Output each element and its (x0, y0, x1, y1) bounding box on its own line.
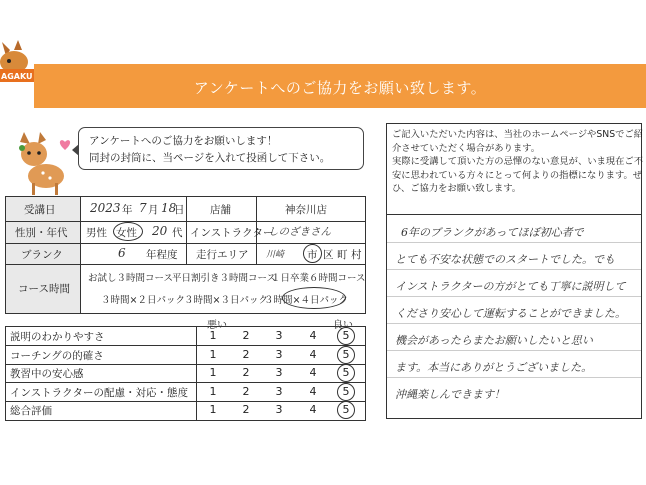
shop-value: 神奈川店 (285, 204, 327, 216)
date-day-value: 18 (161, 201, 177, 215)
rating-selected-circle (337, 383, 355, 401)
rating-row (6, 383, 365, 401)
rating-row (6, 346, 365, 364)
banner-title: アンケートへのご協力をお願い致します。 (193, 79, 487, 97)
rating-option-3: 3 (275, 348, 283, 361)
course-2day-option: ３時間×２日パック (101, 295, 185, 306)
rating-item-label: インストラクターの配慮・対応・態度 (10, 387, 188, 399)
comment-header-line: 実際に受講して頂いた方の忌憚のない意見が、いま現在ご不 (392, 156, 644, 167)
city-selected-circle (303, 244, 322, 263)
rating-row (6, 401, 365, 419)
course-trial-option: お試し３時間コース (88, 273, 174, 284)
blank-unit: 年程度 (146, 249, 178, 261)
age-unit: 代 (172, 227, 183, 239)
instructor-value: しのざきさん (268, 226, 331, 238)
area-label: 走行エリア (196, 249, 249, 261)
area-unit-ward: 区 (323, 249, 334, 261)
rating-row (6, 327, 365, 345)
course-weekday-option: 平日割引き３時間コース (172, 273, 277, 284)
rating-option-1: 1 (209, 348, 217, 361)
rating-option-1: 1 (209, 329, 217, 342)
course-oneday-option: １日卒業６時間コース (271, 273, 366, 284)
rating-good-label: 良い (333, 320, 353, 331)
rating-option-3: 3 (275, 385, 283, 398)
rating-item-label: 説明のわかりやすさ (10, 331, 105, 343)
comment-header (392, 128, 643, 196)
comment-header-line: 介させていただく場合があります。 (392, 142, 541, 154)
rating-option-5: 5 (342, 366, 350, 379)
gender-female-option: 女性 (116, 227, 137, 239)
course-selected-circle (282, 287, 346, 309)
shop-label: 店舗 (210, 204, 231, 216)
rating-option-2: 2 (242, 366, 250, 379)
rating-item-label: コーチングの的確さ (10, 350, 104, 362)
comment-handwritten-line: 6年のブランクがあってほぼ初心者で (401, 226, 584, 239)
rating-table (5, 326, 366, 421)
gender-male-option: 男性 (86, 227, 107, 239)
gender-age-label: 性別・年代 (15, 227, 68, 239)
blank-label: ブランク (21, 249, 63, 261)
area-unit-town: 町 (337, 249, 348, 261)
rating-option-2: 2 (242, 348, 250, 361)
rating-option-4: 4 (309, 385, 317, 398)
bubble-line-2: 同封の封筒に、当ページを入れて投函して下さい。 (89, 152, 331, 164)
rating-option-3: 3 (275, 366, 283, 379)
date-label: 受講日 (24, 204, 56, 216)
comment-header-line: 安に思われている方々にとって何よりの指標になります。ぜ (392, 169, 643, 181)
area-unit-village: 村 (351, 249, 362, 261)
rating-selected-circle (337, 401, 355, 419)
survey-info-form (5, 196, 366, 314)
course-4day-option: ３時間×４日パック (264, 295, 348, 306)
female-selected-circle (113, 222, 143, 241)
bubble-line-1: アンケートへのご協力をお願いします！ (89, 135, 278, 147)
instruction-bubble (78, 127, 364, 170)
comment-handwritten-line: くださり安心して運転することができました。 (395, 307, 626, 320)
rating-option-4: 4 (309, 329, 317, 342)
date-month-value: 7 (139, 201, 147, 215)
comment-handwritten-line: インストラクターの方がとても丁寧に説明して (395, 280, 626, 293)
rating-option-1: 1 (209, 366, 217, 379)
comment-handwritten-line: とても不安な状態でのスタートでした。でも (395, 253, 615, 266)
rating-option-5: 5 (342, 329, 350, 342)
comment-handwritten-line: ます。本当にありがとうございました。 (395, 361, 593, 374)
rating-option-4: 4 (309, 366, 317, 379)
header-banner (34, 64, 646, 108)
rating-option-2: 2 (242, 329, 250, 342)
comment-handwritten-line: 機会があったらまたお願いしたいと思い (395, 334, 593, 347)
rating-option-5: 5 (342, 348, 350, 361)
area-value: 川崎 (266, 250, 285, 260)
date-day-unit: 日 (174, 204, 185, 216)
rating-item-label: 教習中の安心感 (10, 368, 84, 380)
rating-option-1: 1 (209, 385, 217, 398)
instructor-label: インストラクター (190, 227, 274, 239)
date-year-value: 2023 (90, 201, 121, 215)
course-3day-option: ３時間×３日パック (184, 295, 268, 306)
rating-option-1: 1 (209, 403, 217, 416)
blank-value: 6 (118, 246, 126, 260)
course-label: コース時間 (18, 283, 70, 295)
rating-item-label: 総合評価 (10, 405, 52, 417)
rating-selected-circle (337, 327, 355, 345)
deer-mascot-image (10, 128, 80, 196)
date-year-unit: 年 (122, 204, 133, 216)
rating-option-3: 3 (275, 329, 283, 342)
rating-option-5: 5 (342, 385, 350, 398)
date-month-unit: 月 (148, 204, 159, 216)
rating-option-4: 4 (309, 403, 317, 416)
rating-bad-label: 悪い (207, 320, 227, 331)
rating-option-3: 3 (275, 403, 283, 416)
rating-option-4: 4 (309, 348, 317, 361)
comment-box (386, 123, 642, 419)
comment-header-line: ご記入いただいた内容は、当社のホームページやSNSでご紹 (392, 129, 643, 140)
rating-option-2: 2 (242, 403, 250, 416)
comment-handwritten-line: 沖縄楽しんできます！ (395, 388, 505, 401)
comment-header-line: ひ、ご協力をお願い致します。 (392, 183, 522, 194)
rating-selected-circle (337, 364, 355, 382)
logo-text: AGAKU (1, 72, 33, 81)
rating-selected-circle (337, 346, 355, 364)
area-unit-city: 市 (307, 249, 318, 261)
age-value: 20 (152, 224, 168, 238)
rating-row (6, 364, 365, 382)
rating-option-5: 5 (342, 403, 350, 416)
rating-option-2: 2 (242, 385, 250, 398)
